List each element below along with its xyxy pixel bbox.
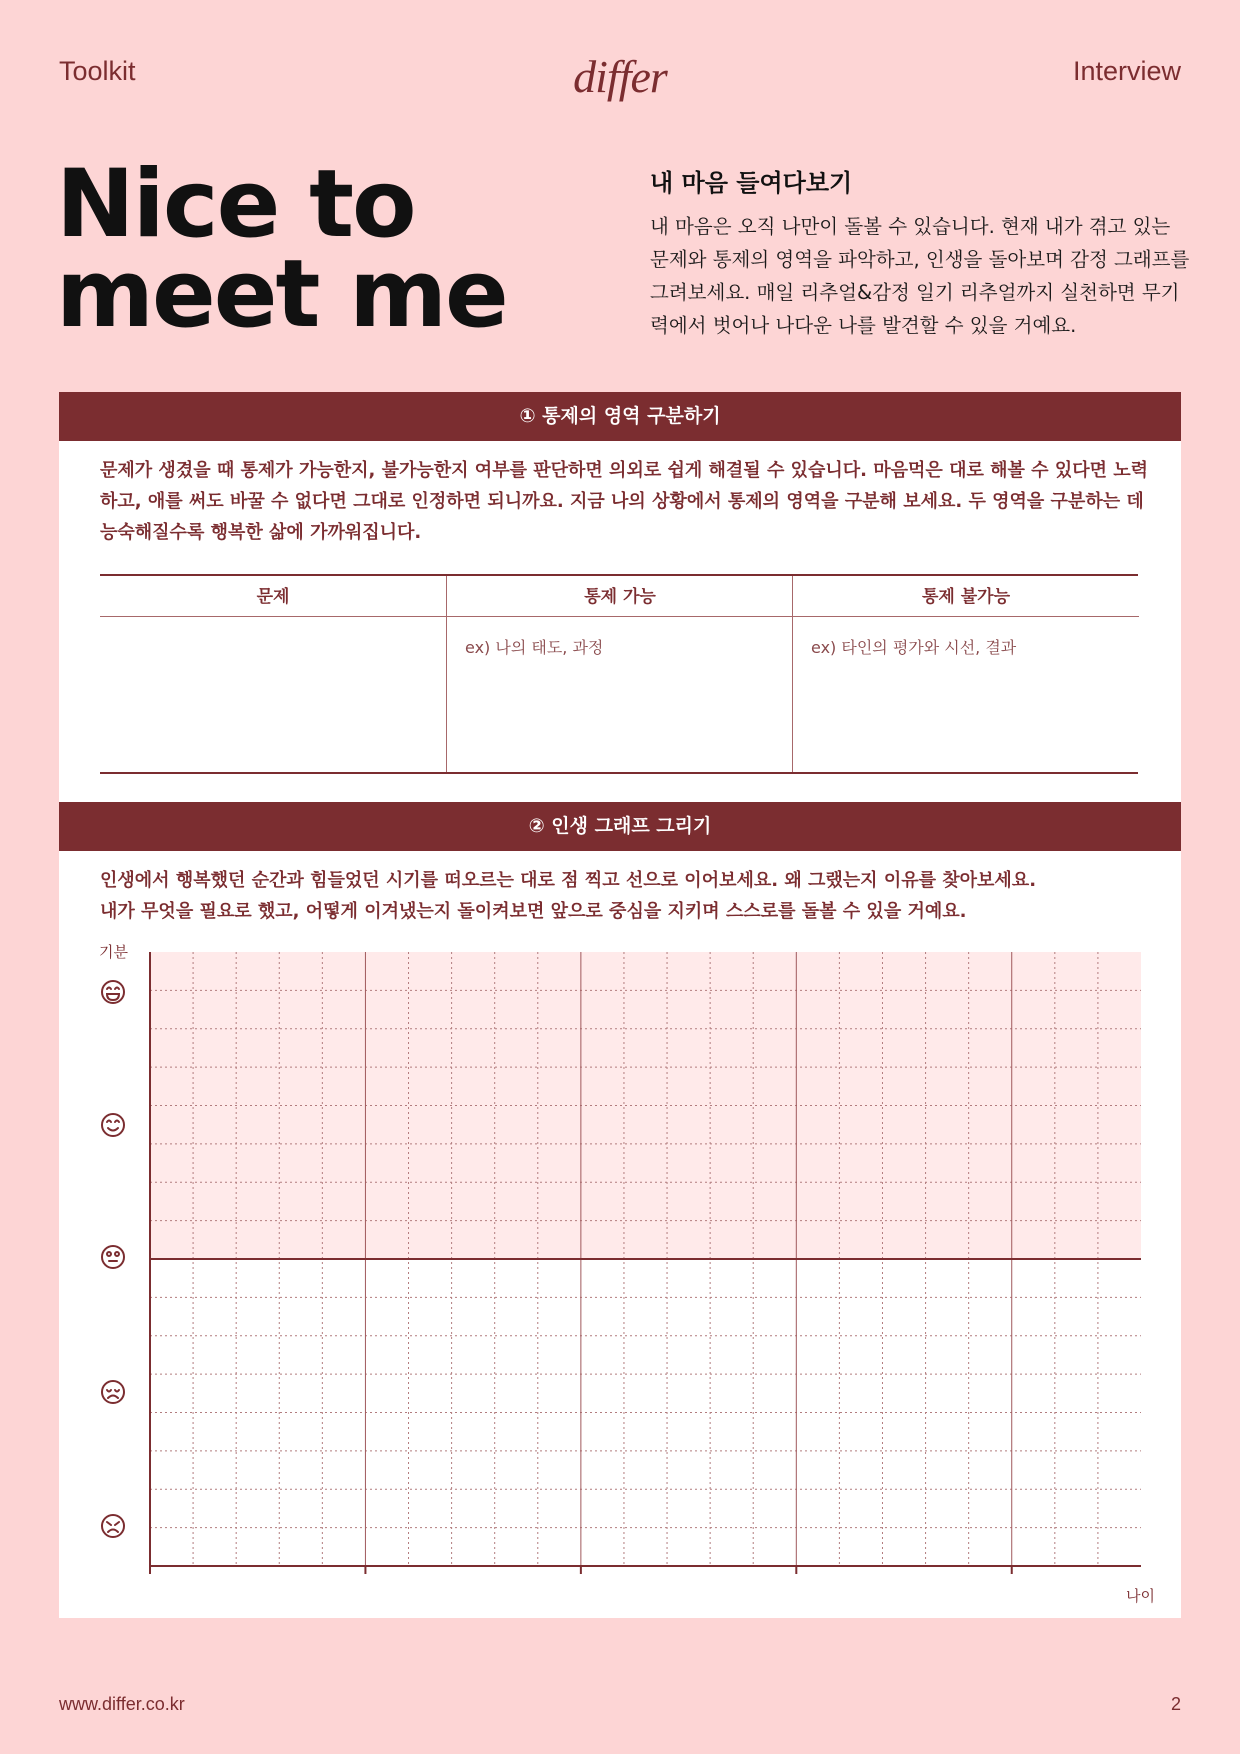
section2-description-line2: 내가 무엇을 필요로 했고, 어떻게 이겨냈는지 돌이켜보면 앞으로 중심을 지키며 스스로를 돌볼 수 있을 거예요.	[100, 901, 967, 922]
header-interview-label: Interview	[1072, 56, 1181, 86]
controllable-cell[interactable]: ex) 나의 태도, 과정	[465, 638, 604, 657]
x-axis-ticks	[150, 1566, 1012, 1574]
header-toolkit-label: Toolkit	[59, 56, 136, 86]
controllable-header: 통제 가능	[447, 576, 793, 617]
uncontrollable-header: 통제 불가능	[793, 576, 1139, 617]
page-number: 2	[1170, 1694, 1181, 1714]
neutral-face-icon	[102, 1246, 124, 1268]
very-happy-face-icon	[102, 981, 124, 1003]
section1-title-bar: ① 통제의 영역 구분하기	[59, 392, 1181, 441]
page-title-line1: Nice to	[56, 150, 415, 259]
intro	[650, 163, 1190, 342]
problem-header: 문제	[100, 576, 446, 617]
differ-logo: differ	[573, 51, 667, 102]
section1-description: 문제가 생겼을 때 통제가 가능한지, 불가능한지 여부를 판단하면 의외로 쉽게 해결될 수 있습니다. 마음먹은 대로 해볼 수 있다면 노력하고, 애를 써도 바꿀 수 없다면 그대로 인정하면 되니까요. 지금 나의 상황에서 통제의 영역을 구분해 보세요. 두 영역을 구분하는 데 능숙해질수록 행복한 삶에 가까워집니다.	[100, 460, 1149, 543]
footer-url[interactable]: www.differ.co.kr	[59, 1694, 185, 1714]
page-title-line2: meet me	[56, 240, 507, 349]
page-title	[56, 150, 616, 349]
y-axis-label: 기분	[99, 943, 128, 961]
happy-face-icon	[102, 1114, 124, 1136]
x-axis-label: 나이	[1126, 1587, 1155, 1605]
very-sad-face-icon	[102, 1515, 124, 1537]
sad-face-icon	[102, 1381, 124, 1403]
section2-description-line1: 인생에서 행복했던 순간과 힘들었던 시기를 떠오르는 대로 점 찍고 선으로 이어보세요. 왜 그랬는지 이유를 찾아보세요.	[100, 870, 1037, 891]
intro-body: 내 마음은 오직 나만이 돌볼 수 있습니다. 현재 내가 겪고 있는 문제와 통제의 영역을 파악하고, 인생을 돌아보며 감정 그래프를 그려보세요. 매일 리추얼&감정 일기 리추얼까지 실천하면 무기력에서 벗어나 나다운 나를 발견할 수 있을 거예요.	[650, 215, 1190, 337]
uncontrollable-column[interactable]	[792, 576, 1139, 772]
life-graph[interactable]	[59, 940, 1181, 1610]
section2-title-bar: ② 인생 그래프 그리기	[59, 802, 1181, 851]
controllable-column[interactable]	[446, 576, 793, 772]
problem-cell[interactable]	[100, 617, 446, 635]
problem-column[interactable]	[100, 576, 446, 772]
section2-description	[100, 865, 1160, 927]
uncontrollable-cell[interactable]: ex) 타인의 평가와 시선, 결과	[811, 638, 1017, 657]
intro-heading: 내 마음 들여다보기	[650, 169, 853, 197]
control-table	[100, 574, 1138, 774]
